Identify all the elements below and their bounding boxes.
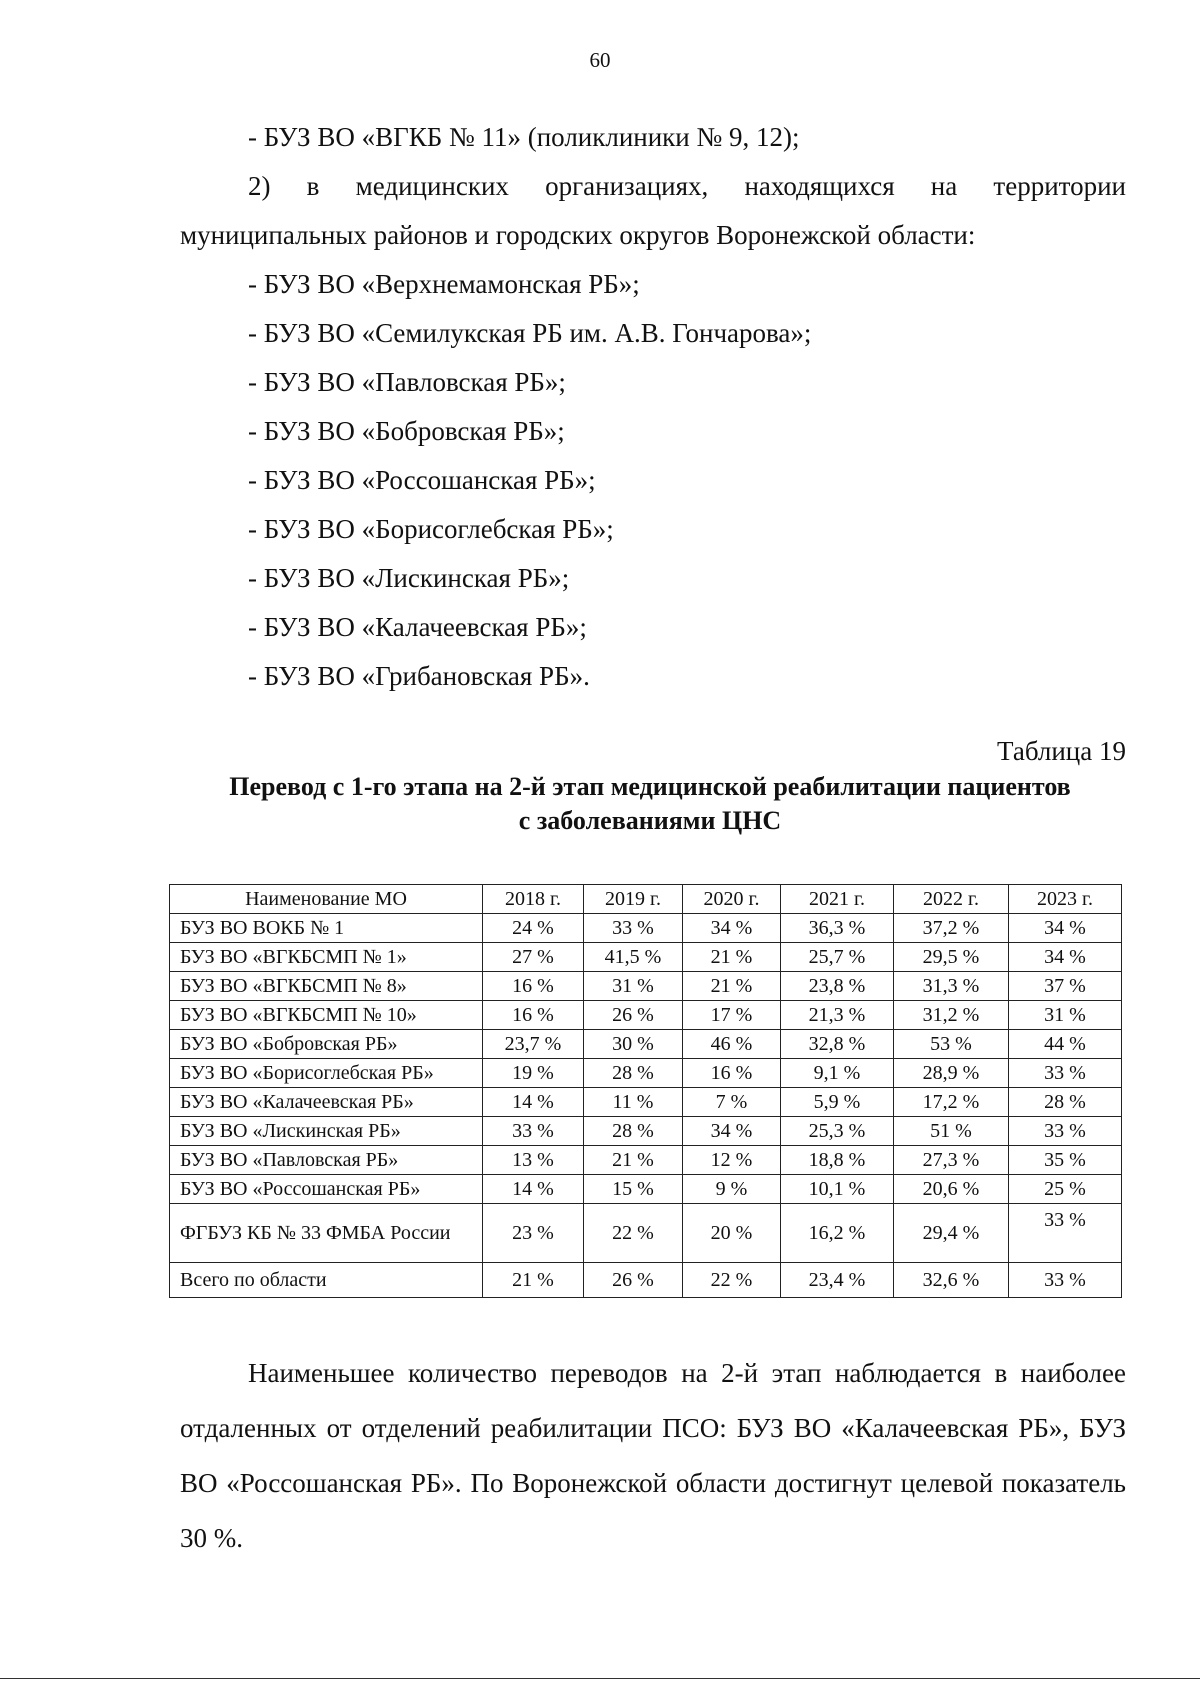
value-cell: 16,2 % [781, 1204, 894, 1263]
organization-item: - БУЗ ВО «Бобровская РБ»; [248, 416, 565, 446]
total-value-cell: 22 % [683, 1263, 781, 1298]
value-cell: 21 % [683, 972, 781, 1001]
value-cell: 22 % [584, 1204, 683, 1263]
value-cell: 18,8 % [781, 1146, 894, 1175]
value-cell: 16 % [483, 972, 584, 1001]
intro-section [180, 113, 1126, 701]
organization-name: БУЗ ВО «ВГКБСМП № 8» [170, 972, 483, 1001]
table-row [170, 1146, 1122, 1175]
value-cell: 46 % [683, 1030, 781, 1059]
table-row [170, 1175, 1122, 1204]
total-value-cell: 26 % [584, 1263, 683, 1298]
table-row [170, 1001, 1122, 1030]
total-value-cell: 23,4 % [781, 1263, 894, 1298]
value-cell: 44 % [1009, 1030, 1122, 1059]
value-cell: 34 % [683, 914, 781, 943]
header-year: 2022 г. [894, 885, 1009, 914]
value-cell: 7 % [683, 1088, 781, 1117]
value-cell: 30 % [584, 1030, 683, 1059]
value-cell: 28 % [584, 1059, 683, 1088]
value-cell: 33 % [1009, 1117, 1122, 1146]
value-cell: 20,6 % [894, 1175, 1009, 1204]
value-cell: 34 % [1009, 914, 1122, 943]
table-title [150, 770, 1150, 838]
value-cell: 25,7 % [781, 943, 894, 972]
conclusion-section [180, 1346, 1126, 1566]
value-cell: 33 % [483, 1117, 584, 1146]
value-cell: 28 % [584, 1117, 683, 1146]
value-cell: 29,5 % [894, 943, 1009, 972]
list-item-vgkb11: - БУЗ ВО «ВГКБ № 11» (поликлиники № 9, 12); [248, 122, 800, 152]
table-row [170, 1204, 1122, 1263]
table-row [170, 972, 1122, 1001]
value-cell: 14 % [483, 1088, 584, 1117]
organization-item: - БУЗ ВО «Грибановская РБ». [248, 661, 590, 691]
value-cell: 31 % [584, 972, 683, 1001]
value-cell: 26 % [584, 1001, 683, 1030]
value-cell: 53 % [894, 1030, 1009, 1059]
organization-name: БУЗ ВО «Калачеевская РБ» [170, 1088, 483, 1117]
value-cell: 9,1 % [781, 1059, 894, 1088]
header-year: 2018 г. [483, 885, 584, 914]
value-cell: 10,1 % [781, 1175, 894, 1204]
value-cell: 28 % [1009, 1088, 1122, 1117]
value-cell: 16 % [483, 1001, 584, 1030]
value-cell: 23,7 % [483, 1030, 584, 1059]
organization-name: БУЗ ВО «Россошанская РБ» [170, 1175, 483, 1204]
rehabilitation-table [169, 884, 1122, 1298]
organization-name: БУЗ ВО «ВГКБСМП № 10» [170, 1001, 483, 1030]
value-cell: 15 % [584, 1175, 683, 1204]
organization-name: БУЗ ВО «Бобровская РБ» [170, 1030, 483, 1059]
value-cell: 24 % [483, 914, 584, 943]
organization-item: - БУЗ ВО «Калачеевская РБ»; [248, 612, 587, 642]
value-cell: 34 % [683, 1117, 781, 1146]
value-cell: 29,4 % [894, 1204, 1009, 1263]
organization-item: - БУЗ ВО «Павловская РБ»; [248, 367, 566, 397]
organization-name: ФГБУЗ КБ № 33 ФМБА России [170, 1204, 483, 1263]
table-row [170, 1088, 1122, 1117]
value-cell: 31,3 % [894, 972, 1009, 1001]
header-year: 2020 г. [683, 885, 781, 914]
value-cell: 28,9 % [894, 1059, 1009, 1088]
value-cell: 5,9 % [781, 1088, 894, 1117]
value-cell: 37,2 % [894, 914, 1009, 943]
value-cell: 31,2 % [894, 1001, 1009, 1030]
table-caption: Таблица 19 [997, 736, 1126, 766]
value-cell: 23 % [483, 1204, 584, 1263]
value-cell: 33 % [584, 914, 683, 943]
value-cell: 21 % [584, 1146, 683, 1175]
table-title-line1: Перевод с 1-го этапа на 2-й этап медицинской реабилитации пациентов [229, 772, 1071, 801]
header-year: 2021 г. [781, 885, 894, 914]
item2-line1: 2) в медицинских организациях, находящихся на территории [248, 171, 1126, 201]
value-cell: 17 % [683, 1001, 781, 1030]
value-cell: 37 % [1009, 972, 1122, 1001]
value-cell: 25 % [1009, 1175, 1122, 1204]
value-cell: 16 % [683, 1059, 781, 1088]
value-cell: 27 % [483, 943, 584, 972]
value-cell: 51 % [894, 1117, 1009, 1146]
value-cell: 36,3 % [781, 914, 894, 943]
value-cell: 33 % [1009, 1059, 1122, 1088]
table-row [170, 1059, 1122, 1088]
organization-name: БУЗ ВО «Борисоглебская РБ» [170, 1059, 483, 1088]
table-title-line2: с заболеваниями ЦНС [518, 806, 782, 835]
total-label: Всего по области [170, 1263, 483, 1298]
value-cell: 25,3 % [781, 1117, 894, 1146]
value-cell: 13 % [483, 1146, 584, 1175]
organization-name: БУЗ ВО «Павловская РБ» [170, 1146, 483, 1175]
value-cell: 20 % [683, 1204, 781, 1263]
value-cell: 21 % [683, 943, 781, 972]
total-value-cell: 33 % [1009, 1263, 1122, 1298]
value-cell: 23,8 % [781, 972, 894, 1001]
value-cell: 41,5 % [584, 943, 683, 972]
organization-item: - БУЗ ВО «Лискинская РБ»; [248, 563, 570, 593]
header-year: 2023 г. [1009, 885, 1122, 914]
item2-line2: муниципальных районов и городских округов Воронежской области: [180, 220, 976, 250]
header-year: 2019 г. [584, 885, 683, 914]
value-cell: 31 % [1009, 1001, 1122, 1030]
table-row [170, 1030, 1122, 1059]
value-cell: 32,8 % [781, 1030, 894, 1059]
value-cell: 33 % [1009, 1204, 1122, 1263]
page-number: 60 [589, 48, 611, 72]
organization-item: - БУЗ ВО «Россошанская РБ»; [248, 465, 596, 495]
bottom-rule [0, 1678, 1200, 1679]
value-cell: 27,3 % [894, 1146, 1009, 1175]
organization-name: БУЗ ВО «Лискинская РБ» [170, 1117, 483, 1146]
value-cell: 35 % [1009, 1146, 1122, 1175]
table-row [170, 1117, 1122, 1146]
total-value-cell: 32,6 % [894, 1263, 1009, 1298]
value-cell: 34 % [1009, 943, 1122, 972]
total-value-cell: 21 % [483, 1263, 584, 1298]
header-organization: Наименование МО [170, 885, 483, 914]
table-row [170, 914, 1122, 943]
organization-name: БУЗ ВО «ВГКБСМП № 1» [170, 943, 483, 972]
organization-item: - БУЗ ВО «Семилукская РБ им. А.В. Гончарова»; [248, 318, 812, 348]
table-total-row [170, 1263, 1122, 1298]
value-cell: 9 % [683, 1175, 781, 1204]
value-cell: 12 % [683, 1146, 781, 1175]
value-cell: 14 % [483, 1175, 584, 1204]
value-cell: 17,2 % [894, 1088, 1009, 1117]
table-header-row [170, 885, 1122, 914]
table-row [170, 943, 1122, 972]
organization-name: БУЗ ВО ВОКБ № 1 [170, 914, 483, 943]
organization-item: - БУЗ ВО «Верхнемамонская РБ»; [248, 269, 640, 299]
value-cell: 11 % [584, 1088, 683, 1117]
value-cell: 21,3 % [781, 1001, 894, 1030]
conclusion-paragraph: Наименьшее количество переводов на 2-й этап наблюдается в наиболее отдаленных от отделений реабилитации ПСО: БУЗ ВО «Калачеевская РБ», БУЗ ВО «Россошанская РБ». По Воронежской области достигнут целевой показатель 30 %. [180, 1358, 1126, 1553]
value-cell: 19 % [483, 1059, 584, 1088]
organization-item: - БУЗ ВО «Борисоглебская РБ»; [248, 514, 614, 544]
